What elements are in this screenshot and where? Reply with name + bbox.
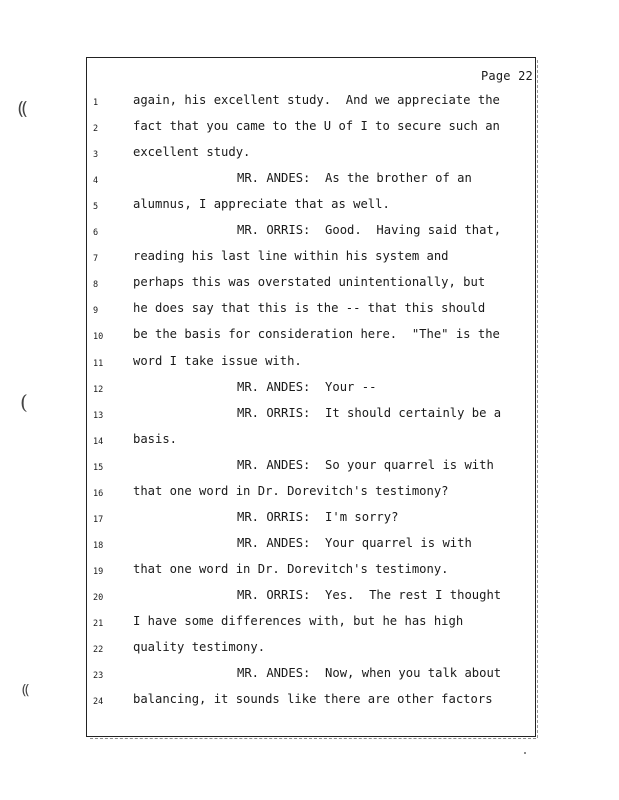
line-text: again, his excellent study. And we appreciate the (133, 93, 500, 107)
transcript-line (0, 510, 619, 530)
line-number: 20 (93, 592, 104, 603)
line-number: 12 (93, 384, 104, 395)
line-number: 21 (93, 619, 104, 629)
line-number: 13 (93, 410, 104, 421)
line-text: quality testimony. (133, 640, 266, 655)
line-text: MR. ANDES: Your quarrel is with (237, 535, 472, 550)
line-text: MR. ANDES: Your -- (237, 379, 377, 394)
transcript-line (0, 301, 619, 321)
transcript-line (0, 223, 619, 243)
line-number: 2 (93, 124, 99, 135)
line-text: MR. ORRIS: I'm sorry? (237, 509, 399, 524)
page-edge-bottom (90, 738, 536, 741)
line-number: 6 (93, 228, 99, 239)
line-text: that one word in Dr. Dorevitch's testimony. (133, 561, 449, 576)
line-number: 16 (93, 488, 104, 499)
line-number: 14 (93, 436, 104, 447)
scan-mark: ⸨ (22, 682, 30, 698)
line-number: 1 (93, 98, 99, 108)
line-number: 24 (93, 697, 104, 708)
line-text: balancing, it sounds like there are other factors (133, 692, 493, 707)
line-number: 11 (93, 358, 104, 369)
line-text: that one word in Dr. Dorevitch's testimony? (133, 483, 449, 498)
line-number: 5 (93, 202, 99, 213)
line-number: 9 (93, 306, 99, 317)
line-text: MR. ANDES: So your quarrel is with (237, 457, 494, 472)
transcript-line (0, 562, 619, 582)
transcript-line (0, 406, 619, 426)
transcript-line (0, 692, 619, 712)
line-text: excellent study. (133, 145, 251, 160)
line-text: perhaps this was overstated unintentionally, but (133, 275, 486, 290)
line-number: 23 (93, 671, 104, 682)
line-number: 18 (93, 540, 104, 551)
scan-mark: ⸨ (18, 98, 28, 119)
line-text: alumnus, I appreciate that as well. (133, 197, 390, 212)
line-text: he does say that this is the -- that this should (133, 301, 486, 316)
page-number: Page 22 (481, 69, 533, 83)
line-text: MR. ANDES: As the brother of an (237, 171, 472, 186)
line-text: I have some differences with, but he has high (133, 614, 464, 628)
transcript-line (0, 614, 619, 634)
transcript-line (0, 119, 619, 139)
transcript-line (0, 484, 619, 504)
line-text: reading his last line within his system and (133, 249, 449, 264)
transcript-line (0, 327, 619, 347)
scan-dot (524, 752, 526, 754)
line-number: 7 (93, 254, 99, 265)
line-text: MR. ORRIS: Good. Having said that, (237, 223, 502, 238)
transcript-line (0, 588, 619, 608)
line-text: be the basis for consideration here. "The" is the (133, 327, 500, 342)
line-number: 10 (93, 332, 104, 343)
transcript-line (0, 536, 619, 556)
line-text: MR. ANDES: Now, when you talk about (237, 666, 502, 681)
transcript-line (0, 380, 619, 400)
line-number: 8 (93, 280, 99, 291)
transcript-line (0, 666, 619, 686)
transcript-line (0, 171, 619, 191)
line-number: 15 (93, 462, 104, 473)
scan-mark: ( (20, 390, 28, 414)
transcript-line (0, 458, 619, 478)
transcript-line (0, 93, 619, 113)
transcript-line (0, 145, 619, 165)
line-number: 4 (93, 176, 99, 187)
line-text: basis. (133, 431, 178, 446)
transcript-line (0, 432, 619, 452)
line-number: 17 (93, 514, 104, 525)
transcript-line (0, 640, 619, 660)
transcript-line (0, 275, 619, 295)
line-text: fact that you came to the U of I to secure such an (133, 119, 500, 134)
line-number: 22 (93, 645, 104, 656)
transcript-line (0, 197, 619, 217)
transcript-line (0, 249, 619, 269)
line-text: MR. ORRIS: It should certainly be a (237, 405, 502, 420)
line-number: 19 (93, 566, 104, 577)
line-number: 3 (93, 150, 99, 161)
line-text: MR. ORRIS: Yes. The rest I thought (237, 587, 502, 602)
transcript-line (0, 354, 619, 374)
line-text: word I take issue with. (133, 353, 302, 368)
